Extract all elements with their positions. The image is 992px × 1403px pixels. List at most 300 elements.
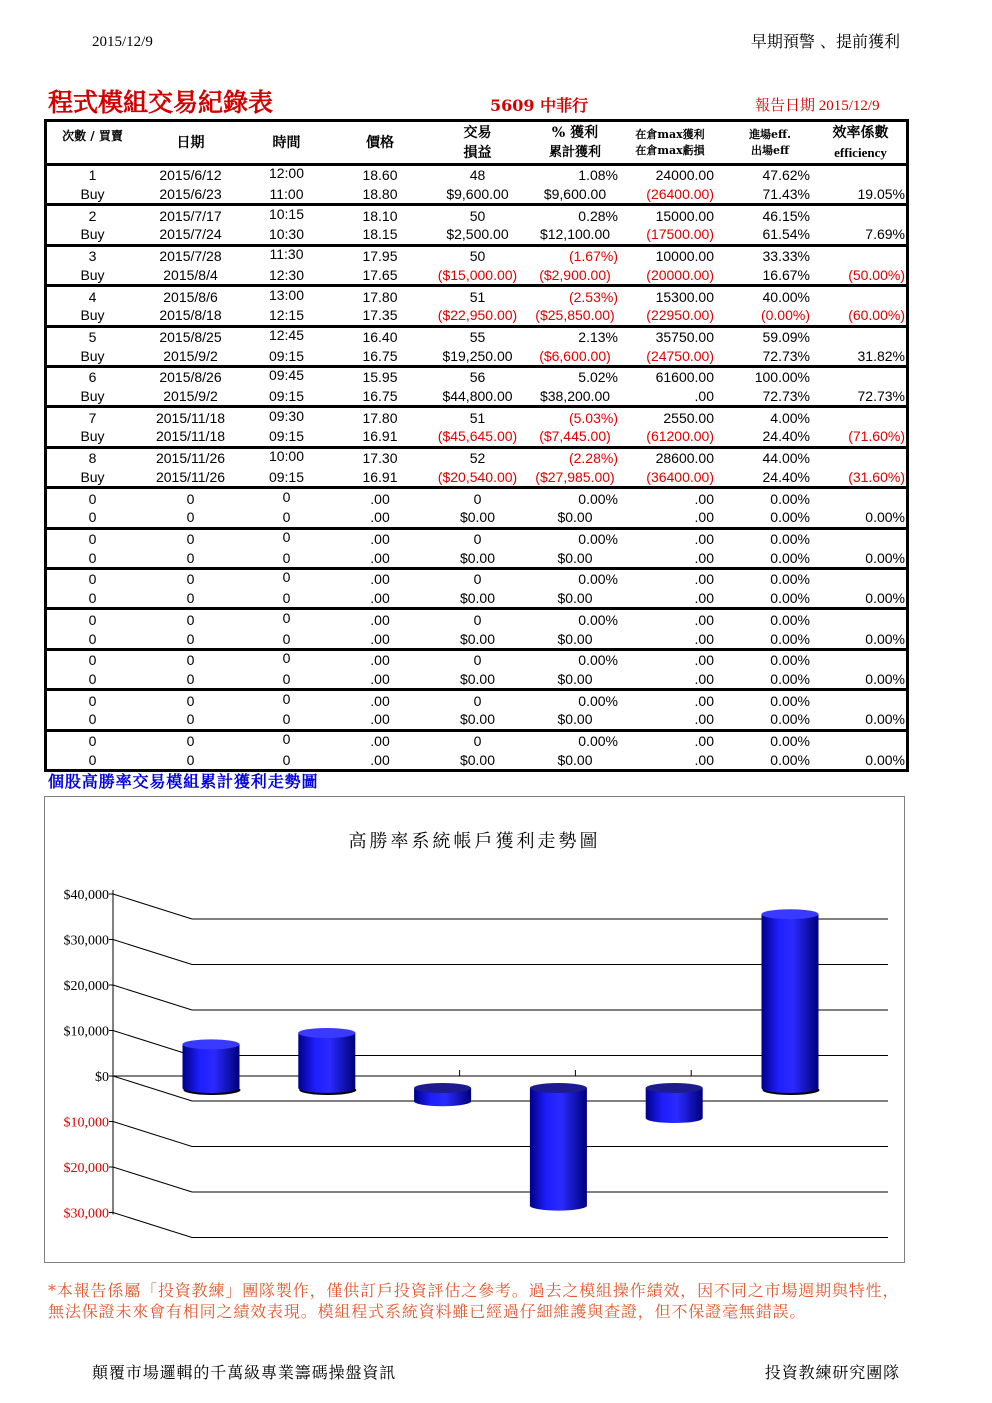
cell-no-type: 0 xyxy=(88,611,97,628)
cell-date: 0 xyxy=(186,611,195,628)
cell-efficiency xyxy=(815,651,906,670)
cell-no-type: 0 xyxy=(88,711,97,728)
cell-trade-pl: 0 xyxy=(473,652,482,669)
cell-time: 0 xyxy=(282,590,291,607)
cell-efficiency xyxy=(815,287,906,306)
gridline-perspective xyxy=(113,1076,192,1101)
cell-time: 10:30 xyxy=(268,226,305,243)
cell-efficiency xyxy=(815,610,906,629)
cell-entry-exit-eff: 59.09% xyxy=(762,328,810,345)
bar-top xyxy=(646,1083,703,1093)
cell-time: 11:00 xyxy=(269,186,304,203)
cell-trade-pl: 0 xyxy=(473,692,482,709)
bar-top xyxy=(762,909,819,919)
cell-price: .00 xyxy=(370,571,390,588)
cell-price: 17.80 xyxy=(362,409,398,426)
cell-trade-pl: 0 xyxy=(473,571,482,588)
header-time xyxy=(243,122,330,163)
cell-efficiency: 0.00% xyxy=(865,711,905,728)
cell-efficiency: 19.05% xyxy=(857,186,905,203)
trade-group xyxy=(47,405,906,445)
cell-no-type: 0 xyxy=(88,571,97,588)
cell-time: 11:30 xyxy=(269,246,304,263)
cell-entry-exit-eff: 24.40% xyxy=(762,468,810,485)
table-row xyxy=(47,225,906,244)
header-label: 在倉max虧損 xyxy=(635,143,705,157)
trade-group xyxy=(47,648,906,688)
cell-price: .00 xyxy=(370,509,390,526)
cell-pct-cum: ($25,850.00) xyxy=(535,307,615,324)
header-label: 累計獲利 xyxy=(548,144,601,160)
cell-date: 0 xyxy=(186,692,195,709)
cell-entry-exit-eff: 33.33% xyxy=(762,248,810,265)
cell-entry-exit-eff: 44.00% xyxy=(762,450,810,467)
cell-trade-pl: $9,600.00 xyxy=(446,186,509,203)
cell-pct-cum: 1.08% xyxy=(578,167,618,184)
cell-trade-pl: ($45,645.00) xyxy=(437,428,518,445)
cell-time: 0 xyxy=(282,529,291,545)
cell-date: 2015/11/18 xyxy=(155,428,226,445)
cell-pct-cum: 0.28% xyxy=(578,207,618,224)
bar-body xyxy=(762,914,819,1088)
disclaimer-line-2: 無法保證未來會有相同之績效表現。模組程式系統資料雖已經過仔細維護與查證，但不保證毫無錯誤。 xyxy=(48,1302,807,1321)
table-row xyxy=(47,206,906,225)
page-header-date: 2015/12/9 xyxy=(92,34,153,50)
cell-max-gain-loss: (22950.00) xyxy=(646,307,714,324)
cell-entry-exit-eff: (0.00%) xyxy=(760,307,810,324)
cell-efficiency: 7.69% xyxy=(865,226,905,243)
cell-trade-pl: 0 xyxy=(473,733,482,750)
cell-no-type: Buy xyxy=(80,468,105,485)
cell-efficiency xyxy=(815,570,906,589)
table-row xyxy=(47,408,906,427)
cell-efficiency xyxy=(815,368,906,387)
page-header-slogan: 早期預警 、提前獲利 xyxy=(750,32,900,51)
cell-efficiency xyxy=(815,449,906,468)
cell-efficiency xyxy=(815,732,906,751)
cell-pct-cum: $0.00 xyxy=(557,711,593,728)
cell-entry-exit-eff: 46.15% xyxy=(762,207,810,224)
chart-section-heading: 個股高勝率交易模組累計獲利走勢圖 xyxy=(48,772,319,791)
gridline-perspective xyxy=(113,1122,192,1147)
cell-pct-cum: 5.02% xyxy=(578,369,618,386)
cell-price: 17.35 xyxy=(362,307,398,324)
cell-trade-pl: $0.00 xyxy=(459,590,496,607)
cell-time: 09:30 xyxy=(268,407,305,424)
bar-body xyxy=(298,1033,355,1088)
cell-trade-pl: 55 xyxy=(469,328,486,345)
cell-trade-pl: $0.00 xyxy=(459,509,496,526)
cell-date: 2015/8/4 xyxy=(163,266,218,283)
cell-max-gain-loss: .00 xyxy=(694,711,714,728)
cell-max-gain-loss: 10000.00 xyxy=(655,248,714,265)
table-row xyxy=(47,530,906,549)
cell-date: 0 xyxy=(186,531,195,547)
table-row xyxy=(47,732,906,751)
cell-trade-pl: ($22,950.00) xyxy=(437,307,518,324)
cell-date: 2015/11/26 xyxy=(155,450,226,467)
cell-no-type: 0 xyxy=(88,652,97,669)
trade-group xyxy=(47,284,906,324)
gridline-perspective xyxy=(113,1167,192,1192)
cell-price: .00 xyxy=(370,652,390,669)
table-row xyxy=(47,750,906,769)
cell-pct-cum: ($2,900.00) xyxy=(539,266,611,283)
cell-pct-cum: ($27,985.00) xyxy=(535,468,615,485)
bar-body xyxy=(183,1044,240,1088)
cell-pct-cum: $0.00 xyxy=(557,590,593,607)
cell-efficiency: 0.00% xyxy=(865,590,905,607)
footer-team: 投資教練研究團隊 xyxy=(764,1363,900,1382)
cell-efficiency: 0.00% xyxy=(865,630,905,647)
cell-time: 0 xyxy=(282,630,291,647)
table-row xyxy=(47,306,906,325)
cell-trade-pl: 0 xyxy=(473,531,482,547)
bar-5 xyxy=(646,1083,703,1123)
cell-no-type: 2 xyxy=(88,207,97,224)
cell-no-type: Buy xyxy=(80,347,105,364)
cell-time: 0 xyxy=(282,569,291,586)
cell-trade-pl: $0.00 xyxy=(459,670,496,687)
cell-max-gain-loss: .00 xyxy=(694,751,714,768)
cell-no-type: 0 xyxy=(88,549,97,566)
cell-date: 0 xyxy=(186,490,195,507)
cell-time: 0 xyxy=(282,751,291,768)
cell-max-gain-loss: .00 xyxy=(694,611,714,628)
cell-max-gain-loss: 35750.00 xyxy=(655,328,714,345)
header-label: 效率係數 xyxy=(832,124,889,141)
cell-price: 18.80 xyxy=(362,186,398,203)
cell-pct-cum: $0.00 xyxy=(557,509,593,526)
cell-price: .00 xyxy=(370,630,390,647)
cell-date: 2015/9/2 xyxy=(163,388,218,405)
gridline-perspective xyxy=(113,1031,192,1056)
cell-no-type: 0 xyxy=(88,531,97,547)
cell-no-type: 5 xyxy=(88,328,97,345)
cell-entry-exit-eff: 0.00% xyxy=(770,630,810,647)
table-row xyxy=(47,629,906,648)
cell-efficiency: (71.60%) xyxy=(848,428,905,445)
cell-trade-pl: ($15,000.00) xyxy=(437,266,518,283)
cell-entry-exit-eff: 0.00% xyxy=(770,571,810,588)
cell-pct-cum: (2.28%) xyxy=(568,450,618,467)
cell-no-type: 0 xyxy=(88,692,97,709)
cell-price: .00 xyxy=(370,670,390,687)
cell-trade-pl: 0 xyxy=(473,490,482,507)
cell-time: 0 xyxy=(282,509,291,526)
header-label: efficiency xyxy=(834,144,887,160)
cell-entry-exit-eff: 72.73% xyxy=(762,347,810,364)
cell-entry-exit-eff: 0.00% xyxy=(770,549,810,566)
trade-group xyxy=(47,567,906,607)
cell-price: .00 xyxy=(370,711,390,728)
cell-price: 18.60 xyxy=(362,167,398,184)
table-row xyxy=(47,610,906,629)
cell-date: 2015/8/25 xyxy=(159,328,222,345)
cell-no-type: 0 xyxy=(88,670,97,687)
cell-entry-exit-eff: 100.00% xyxy=(754,369,810,386)
cell-entry-exit-eff: 0.00% xyxy=(770,531,810,547)
cell-max-gain-loss: (61200.00) xyxy=(646,428,714,445)
cell-entry-exit-eff: 0.00% xyxy=(770,490,810,507)
cell-date: 0 xyxy=(186,711,195,728)
table-row xyxy=(47,328,906,347)
cell-date: 2015/8/6 xyxy=(163,288,218,305)
table-row xyxy=(47,489,906,508)
cell-time: 12:45 xyxy=(268,326,305,343)
cell-time: 0 xyxy=(282,711,291,728)
table-row xyxy=(47,247,906,266)
cell-pct-cum: $0.00 xyxy=(557,630,593,647)
header-pct-cum xyxy=(525,122,625,163)
trade-group xyxy=(47,688,906,728)
cell-time: 12:00 xyxy=(268,165,305,182)
chart-title: 高勝率系統帳戶獲利走勢圖 xyxy=(348,831,601,852)
cell-entry-exit-eff: 0.00% xyxy=(770,670,810,687)
cell-date: 2015/7/24 xyxy=(159,226,222,243)
cell-time: 09:45 xyxy=(268,367,305,384)
cell-entry-exit-eff: 0.00% xyxy=(770,711,810,728)
cell-price: 15.95 xyxy=(362,369,398,386)
table-row xyxy=(47,449,906,468)
cell-price: 16.91 xyxy=(362,468,398,485)
cell-max-gain-loss: .00 xyxy=(694,692,714,709)
header-price xyxy=(330,122,430,163)
cell-entry-exit-eff: 0.00% xyxy=(770,509,810,526)
cell-efficiency xyxy=(815,247,906,266)
cell-price: 17.65 xyxy=(362,266,398,283)
cell-trade-pl: $44,800.00 xyxy=(442,388,513,405)
cell-no-type: Buy xyxy=(80,266,105,283)
cell-no-type: Buy xyxy=(80,388,105,405)
cell-date: 2015/7/17 xyxy=(159,207,222,224)
cell-entry-exit-eff: 24.40% xyxy=(762,428,810,445)
bar-4 xyxy=(530,1083,587,1211)
cell-trade-pl: 50 xyxy=(469,207,486,224)
cell-date: 0 xyxy=(186,509,195,526)
cell-time: 13:00 xyxy=(268,286,305,303)
cell-date: 2015/11/26 xyxy=(155,468,226,485)
cell-efficiency xyxy=(815,691,906,710)
cell-date: 2015/6/12 xyxy=(159,167,222,184)
y-tick-label: $40,000 xyxy=(63,888,109,903)
bar-3 xyxy=(414,1083,471,1106)
cell-pct-cum: $38,200.00 xyxy=(539,388,611,405)
cell-efficiency: 0.00% xyxy=(865,509,905,526)
table-row xyxy=(47,691,906,710)
cell-efficiency xyxy=(815,328,906,347)
header-label: 次數 / 買賣 xyxy=(62,129,123,143)
bar-top xyxy=(183,1039,240,1049)
header-no-type xyxy=(47,122,138,163)
cell-price: 16.75 xyxy=(362,388,398,405)
cell-trade-pl: 56 xyxy=(469,369,486,386)
cell-date: 0 xyxy=(186,549,195,566)
cell-max-gain-loss: .00 xyxy=(694,630,714,647)
trade-group xyxy=(47,244,906,284)
bar-6 xyxy=(762,909,820,1095)
report-title: 程式模組交易紀錄表 xyxy=(48,88,274,117)
cell-date: 2015/9/2 xyxy=(163,347,218,364)
header-label: 時間 xyxy=(272,134,301,151)
cell-time: 0 xyxy=(282,690,291,707)
cell-max-gain-loss: 24000.00 xyxy=(655,167,714,184)
cell-no-type: Buy xyxy=(80,307,105,324)
cell-time: 0 xyxy=(282,731,291,748)
cell-date: 0 xyxy=(186,670,195,687)
cell-max-gain-loss: (24750.00) xyxy=(646,347,714,364)
cell-no-type: Buy xyxy=(80,226,105,243)
cell-pct-cum: 0.00% xyxy=(578,531,618,547)
cell-price: 17.30 xyxy=(362,450,398,467)
cell-no-type: Buy xyxy=(80,428,105,445)
cell-max-gain-loss: .00 xyxy=(694,590,714,607)
table-row xyxy=(47,387,906,406)
y-tick-label: $30,000 xyxy=(63,933,109,949)
cell-efficiency: (50.00%) xyxy=(848,266,905,283)
cell-date: 2015/11/18 xyxy=(155,409,226,426)
cell-max-gain-loss: (36400.00) xyxy=(646,468,714,485)
cell-entry-exit-eff: 61.54% xyxy=(762,226,810,243)
cell-efficiency: 0.00% xyxy=(865,549,905,566)
cell-no-type: 0 xyxy=(88,590,97,607)
cell-trade-pl: 51 xyxy=(469,288,486,305)
table-row xyxy=(47,468,906,487)
y-tick-label: $10,000 xyxy=(63,1024,109,1040)
cell-entry-exit-eff: 71.43% xyxy=(762,186,810,203)
cell-pct-cum: 0.00% xyxy=(578,490,618,507)
header-label: 交易 xyxy=(463,124,492,141)
y-tick-label: $20,000 xyxy=(63,1161,109,1176)
y-tick-label: $30,000 xyxy=(63,1206,109,1222)
cell-no-type: 4 xyxy=(88,288,97,305)
cell-entry-exit-eff: 72.73% xyxy=(762,388,810,405)
cell-pct-cum: (2.53%) xyxy=(568,288,618,305)
cell-entry-exit-eff: 0.00% xyxy=(770,590,810,607)
gridline-perspective xyxy=(113,940,192,965)
cell-no-type: 6 xyxy=(88,369,97,386)
cell-trade-pl: $0.00 xyxy=(459,630,496,647)
cell-pct-cum: 2.13% xyxy=(578,328,618,345)
cell-time: 09:15 xyxy=(268,468,305,485)
cell-max-gain-loss: .00 xyxy=(694,733,714,750)
table-row xyxy=(47,651,906,670)
cell-efficiency: 72.73% xyxy=(857,388,905,405)
cell-price: 17.80 xyxy=(362,288,398,305)
cell-time: 10:00 xyxy=(268,448,305,465)
cell-max-gain-loss: .00 xyxy=(694,571,714,588)
table-row xyxy=(47,266,906,285)
trade-group xyxy=(47,486,906,526)
cell-date: 0 xyxy=(186,733,195,750)
cell-max-gain-loss: (20000.00) xyxy=(646,266,714,283)
cell-efficiency: 0.00% xyxy=(865,751,905,768)
cell-efficiency xyxy=(815,206,906,225)
cell-max-gain-loss: .00 xyxy=(694,490,714,507)
cell-no-type: 0 xyxy=(88,490,97,507)
cell-time: 0 xyxy=(282,488,291,505)
cell-pct-cum: $0.00 xyxy=(557,549,593,566)
cell-time: 10:15 xyxy=(268,205,305,222)
table-row xyxy=(47,287,906,306)
cell-no-type: 8 xyxy=(88,450,97,467)
bar-top xyxy=(530,1083,587,1093)
table-row xyxy=(47,548,906,567)
bar-top xyxy=(298,1028,355,1038)
table-row xyxy=(47,508,906,527)
table-row xyxy=(47,166,906,185)
bar-1 xyxy=(183,1039,241,1095)
cell-price: .00 xyxy=(370,733,390,750)
cell-efficiency: (60.00%) xyxy=(848,307,905,324)
cell-no-type: 0 xyxy=(88,733,97,750)
table-row xyxy=(47,346,906,365)
cell-pct-cum: (5.03%) xyxy=(568,409,618,426)
cell-date: 0 xyxy=(186,590,195,607)
cell-no-type: 0 xyxy=(88,630,97,647)
trade-group xyxy=(47,203,906,243)
header-trade-pl xyxy=(430,122,525,163)
cell-trade-pl: 51 xyxy=(469,409,486,426)
cell-max-gain-loss: .00 xyxy=(694,652,714,669)
gridline-perspective xyxy=(113,1213,192,1238)
cell-max-gain-loss: (17500.00) xyxy=(646,226,714,243)
trade-group xyxy=(47,729,906,769)
cell-date: 2015/8/18 xyxy=(159,307,222,324)
cell-no-type: 0 xyxy=(88,509,97,526)
stock-name: 5609 中菲行 xyxy=(490,96,589,115)
header-label: 進場eff. xyxy=(749,127,791,141)
cell-pct-cum: 0.00% xyxy=(578,611,618,628)
chart-canvas xyxy=(44,796,905,1263)
cell-max-gain-loss: 15300.00 xyxy=(655,288,714,305)
cell-max-gain-loss: .00 xyxy=(694,388,714,405)
cell-price: .00 xyxy=(370,611,390,628)
trade-group xyxy=(47,607,906,647)
cell-time: 09:15 xyxy=(268,388,305,405)
trade-record-table xyxy=(44,119,909,772)
cell-trade-pl: 52 xyxy=(469,450,486,467)
table-row xyxy=(47,589,906,608)
header-efficiency xyxy=(815,122,906,163)
cell-no-type: Buy xyxy=(80,186,105,203)
table-row xyxy=(47,427,906,446)
cell-entry-exit-eff: 0.00% xyxy=(770,652,810,669)
cell-pct-cum: $9,600.00 xyxy=(543,186,607,203)
cell-pct-cum: 0.00% xyxy=(578,692,618,709)
cell-trade-pl: $19,250.00 xyxy=(442,347,513,364)
header-label: 在倉max獲利 xyxy=(635,127,705,141)
cell-price: .00 xyxy=(370,531,390,547)
cell-price: .00 xyxy=(370,590,390,607)
table-row xyxy=(47,570,906,589)
header-label: 價格 xyxy=(366,134,394,151)
header-label: 出場eff xyxy=(750,143,790,157)
y-tick-label: $20,000 xyxy=(63,979,109,994)
table-header-row xyxy=(47,122,906,163)
cell-no-type: 3 xyxy=(88,248,97,265)
cell-pct-cum: 0.00% xyxy=(578,652,618,669)
cell-max-gain-loss: .00 xyxy=(694,670,714,687)
cell-price: .00 xyxy=(370,692,390,709)
cell-price: .00 xyxy=(370,549,390,566)
trade-group xyxy=(47,446,906,486)
cell-entry-exit-eff: 4.00% xyxy=(770,409,810,426)
cell-price: .00 xyxy=(370,751,390,768)
cell-efficiency: 31.82% xyxy=(857,347,905,364)
cell-time: 0 xyxy=(282,549,291,566)
cell-date: 0 xyxy=(186,630,195,647)
